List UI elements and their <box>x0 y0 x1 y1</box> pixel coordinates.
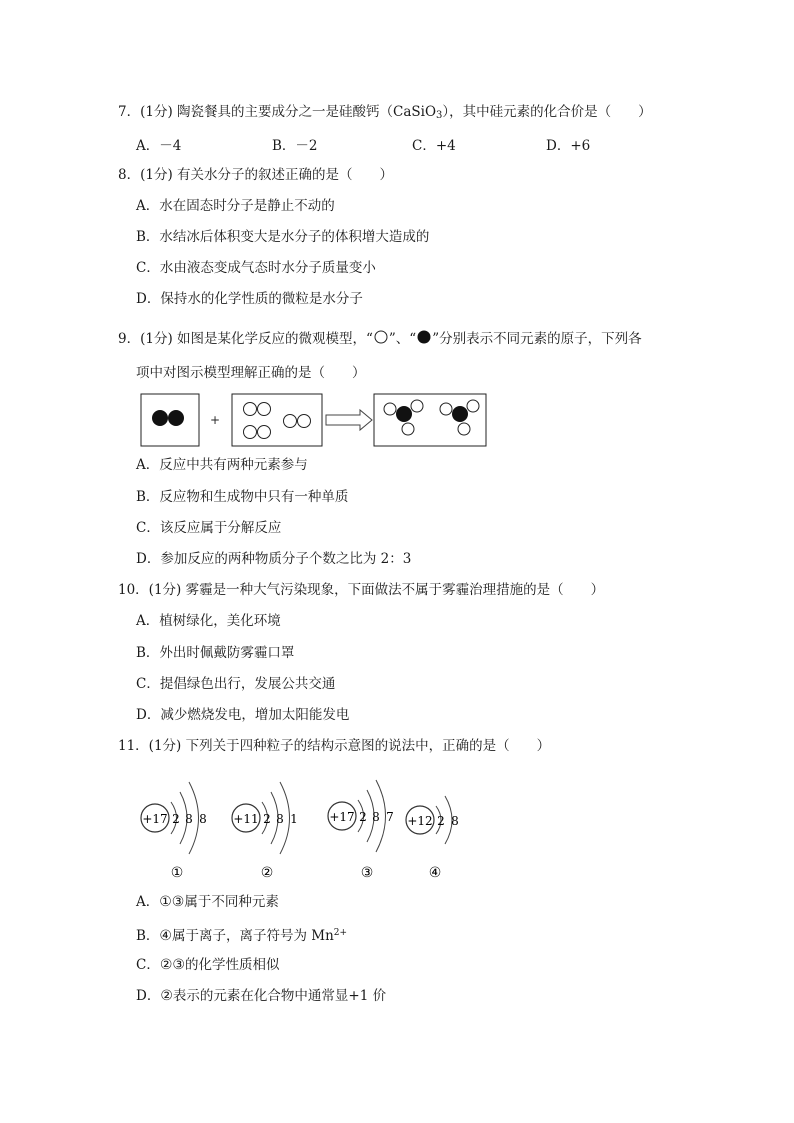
svg-text:2: 2 <box>263 812 271 826</box>
reactant-box-1 <box>141 394 199 446</box>
atomic-structure-diagrams <box>130 768 470 883</box>
q9-option-a[interactable]: A．反应中共有两种元素参与 <box>136 457 308 473</box>
reaction-arrow-icon <box>326 410 372 430</box>
svg-text:④: ④ <box>428 865 442 881</box>
q10-option-b[interactable]: B．外出时佩戴防雾霾口罩 <box>136 645 295 661</box>
question-8-stem: 8．(1分) 有关水分子的叙述正确的是（ ） <box>118 167 394 183</box>
product-box <box>374 394 486 446</box>
q11-option-a-marks: ①③ <box>159 894 185 910</box>
q7-option-d[interactable]: D．+6 <box>546 138 591 154</box>
svg-text:7: 7 <box>386 810 394 824</box>
q7-option-c[interactable]: C．+4 <box>412 138 456 154</box>
q7-option-a[interactable]: A．－4 <box>136 138 182 154</box>
q11-option-d-marks: ② <box>160 988 173 1004</box>
q11-option-b-marks: ④ <box>159 928 172 944</box>
svg-text:2: 2 <box>172 812 180 826</box>
q11-option-b[interactable]: B．④属于离子，离子符号为 $Mn^{2+}$ <box>136 928 348 944</box>
q11-option-c-marks: ②③ <box>159 957 185 973</box>
question-9-stem-line2: 项中对图示模型理解正确的是（ ） <box>136 365 366 381</box>
svg-text:+17: +17 <box>142 812 168 826</box>
svg-text:+17: +17 <box>329 810 355 824</box>
svg-text:+11: +11 <box>233 812 259 826</box>
question-9-stem: 9．(1分) 如图是某化学反应的微观模型，“ ”、“ ”分别表示不同元素的原子，下列各 <box>118 331 642 347</box>
particle-3 <box>328 780 394 881</box>
svg-text:8: 8 <box>276 812 284 826</box>
q8-option-a[interactable]: A．水在固态时分子是静止不动的 <box>136 198 335 214</box>
reactant-box-2 <box>232 394 322 446</box>
question-10-stem: 10．(1分) 雾霾是一种大气污染现象，下面做法不属于雾霾治理措施的是（ ） <box>118 582 605 598</box>
question-7-stem: 7．(1分) 陶瓷餐具的主要成分之一是硅酸钙（CaSiO$_3$），其中硅元素的化合价是（ ） <box>118 104 652 121</box>
particle-2 <box>232 782 298 881</box>
svg-text:②: ② <box>260 865 274 881</box>
q11-option-c[interactable]: C．②③的化学性质相似 <box>136 957 280 973</box>
black-atom-icon <box>416 330 432 344</box>
q11-option-a[interactable]: A．①③属于不同种元素 <box>136 894 279 910</box>
q9-option-b[interactable]: B．反应物和生成物中只有一种单质 <box>136 489 349 505</box>
particle-1 <box>141 782 207 881</box>
svg-text:8: 8 <box>199 812 207 826</box>
q11-option-d[interactable]: D．②表示的元素在化合物中通常显+1 价 <box>136 988 387 1004</box>
plus-sign: + <box>210 413 221 427</box>
svg-text:①: ① <box>170 865 184 881</box>
question-7-options <box>136 134 696 152</box>
q8-option-c[interactable]: C．水由液态变成气态时水分子质量变小 <box>136 260 376 276</box>
q10-option-c[interactable]: C．提倡绿色出行，发展公共交通 <box>136 676 336 692</box>
svg-text:8: 8 <box>451 814 459 828</box>
reaction-diagram <box>138 390 492 448</box>
q9-option-d[interactable]: D．参加反应的两种物质分子个数之比为 2：3 <box>136 551 412 567</box>
svg-text:1: 1 <box>290 812 298 826</box>
svg-text:③: ③ <box>360 865 374 881</box>
svg-text:2: 2 <box>359 810 367 824</box>
svg-text:2: 2 <box>437 814 445 828</box>
q8-option-d[interactable]: D．保持水的化学性质的微粒是水分子 <box>136 291 363 307</box>
question-11-stem: 11．(1分) 下列关于四种粒子的结构示意图的说法中，正确的是（ ） <box>118 738 551 754</box>
svg-text:+12: +12 <box>407 814 433 828</box>
q8-option-b[interactable]: B．水结冰后体积变大是水分子的体积增大造成的 <box>136 229 430 245</box>
q9-option-c[interactable]: C．该反应属于分解反应 <box>136 520 282 536</box>
svg-text:8: 8 <box>185 812 193 826</box>
q7-option-b[interactable]: B．－2 <box>272 138 318 154</box>
white-atom-icon <box>373 330 389 344</box>
q10-option-d[interactable]: D．减少燃烧发电，增加太阳能发电 <box>136 707 350 723</box>
particle-4 <box>406 796 459 881</box>
q10-option-a[interactable]: A．植树绿化，美化环境 <box>136 613 281 629</box>
svg-text:8: 8 <box>372 810 380 824</box>
